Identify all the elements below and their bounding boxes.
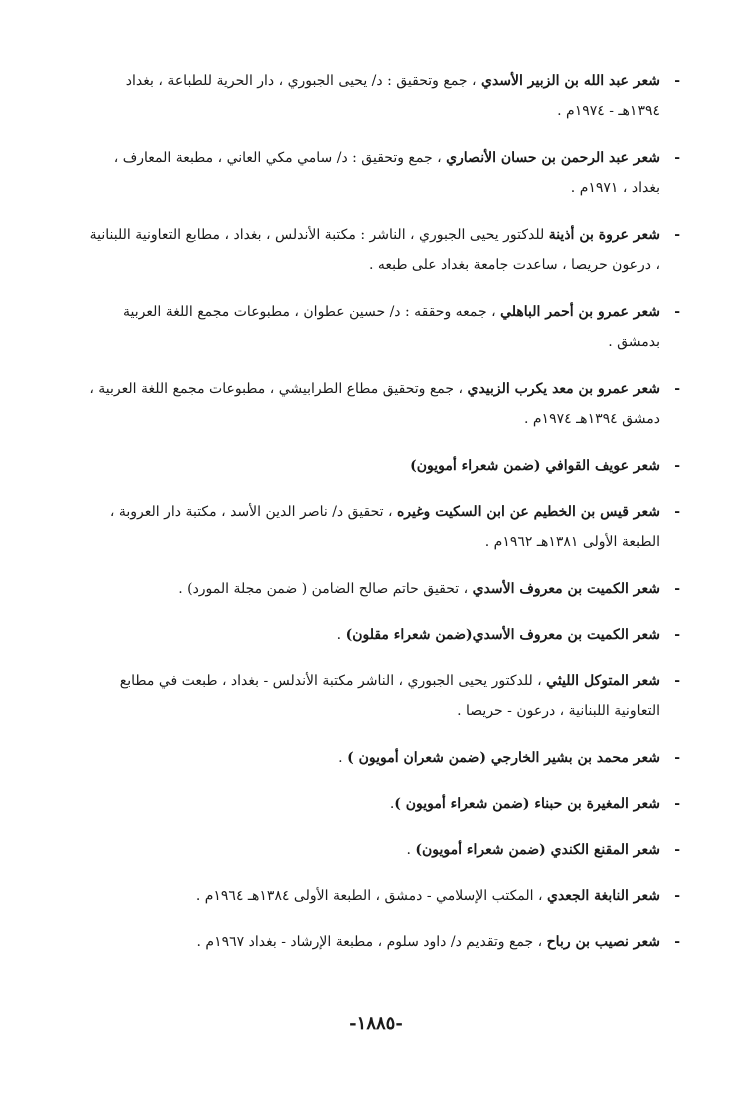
entry-title: شعر المغيرة بن حبناء (ضمن شعراء أمويون ) (394, 796, 660, 812)
entry-dash: - (674, 888, 680, 904)
entry-details: . (338, 750, 348, 766)
entry-title: شعر عمرو بن معد يكرب الزبيدي (467, 381, 660, 397)
entry-dash: - (674, 750, 680, 766)
bibliography-entry-13 (87, 835, 680, 865)
bibliography-entry-10 (87, 666, 680, 726)
bibliography-entry-11 (87, 743, 680, 773)
bibliography-list (87, 66, 680, 973)
bibliography-entry-14 (87, 881, 680, 911)
entry-title: شعر المقنع الكندي (ضمن شعراء أمويون) (415, 842, 660, 858)
bibliography-entry-9 (87, 620, 680, 650)
entry-dash: - (674, 504, 680, 520)
entry-details: . (406, 842, 416, 858)
entry-dash: - (674, 627, 680, 643)
bibliography-entry-7 (87, 497, 680, 557)
entry-details: ، للدكتور يحيى الجبوري ، الناشر مكتبة الأندلس - بغداد ، طبعت في مطابع التعاونية اللبنانية ، درعون - حريصا . (119, 673, 660, 719)
entry-details: ، جمع وتحقيق : د/ سامي مكي العاني ، مطبعة المعارف ، بغداد ، ١٩٧١م . (113, 150, 660, 196)
entry-details: للدكتور يحيى الجبوري ، الناشر : مكتبة الأندلس ، بغداد ، مطابع التعاونية اللبنانية ، درعون حريصا ، ساعدت جامعة بغداد على طبعه . (89, 227, 660, 273)
entry-title: شعر المتوكل الليثي (546, 673, 660, 689)
entry-title: شعر الكميت بن معروف الأسدي(ضمن شعراء مقلون) (345, 627, 660, 643)
bibliography-entry-6 (87, 451, 680, 481)
bibliography-entry-2 (87, 143, 680, 203)
entry-title: شعر قيس بن الخطيم عن ابن السكيت وغيره (396, 504, 660, 520)
entry-title: شعر عمرو بن أحمر الباهلي (500, 304, 660, 320)
entry-title: شعر النابغة الجعدي (546, 888, 660, 904)
entry-details: . (336, 627, 346, 643)
bibliography-entry-8 (87, 574, 680, 604)
page-number: -١٨٨٥- (349, 1013, 403, 1034)
entry-dash: - (674, 842, 680, 858)
entry-dash: - (674, 150, 680, 166)
bibliography-entry-3 (87, 220, 680, 280)
entry-dash: - (674, 73, 680, 89)
entry-title: شعر محمد بن بشير الخارجي (ضمن شعران أمويون ) (347, 750, 660, 766)
entry-dash: - (674, 227, 680, 243)
entry-title: شعر عروة بن أذينة (548, 227, 660, 243)
entry-details: ، تحقيق حاتم صالح الضامن ( ضمن مجلة المورد) . (178, 581, 473, 597)
entry-title: شعر نصيب بن رباح (546, 934, 660, 950)
bibliography-entry-12 (87, 789, 680, 819)
entry-details: ، جمع وتحقيق مطاع الطرابيشي ، مطبوعات مجمع اللغة العربية ، دمشق ١٣٩٤هـ ١٩٧٤م . (89, 381, 660, 427)
entry-details: . (389, 796, 395, 812)
bibliography-entry-4 (87, 297, 680, 357)
bibliography-entry-1 (87, 66, 680, 126)
entry-title: شعر الكميت بن معروف الأسدي (472, 581, 660, 597)
entry-details: ، تحقيق د/ ناصر الدين الأسد ، مكتبة دار العروبة ، الطبعة الأولى ١٣٨١هـ ١٩٦٢م . (109, 504, 660, 550)
entry-details: ، المكتب الإسلامي - دمشق ، الطبعة الأولى ١٣٨٤هـ ١٩٦٤م . (195, 888, 547, 904)
entry-dash: - (674, 581, 680, 597)
bibliography-entry-5 (87, 374, 680, 434)
bibliography-entry-15 (87, 927, 680, 957)
entry-dash: - (674, 304, 680, 320)
entry-dash: - (674, 381, 680, 397)
entry-dash: - (674, 673, 680, 689)
entry-details: ، جمعه وحققه : د/ حسين عطوان ، مطبوعات مجمع اللغة العربية بدمشق . (123, 304, 660, 350)
entry-dash: - (674, 796, 680, 812)
entry-dash: - (674, 458, 680, 474)
entry-details: ، جمع وتحقيق : د/ يحيى الجبوري ، دار الحرية للطباعة ، بغداد ١٣٩٤هـ - ١٩٧٤م . (125, 73, 660, 119)
entry-title: شعر عبد الرحمن بن حسان الأنصاري (446, 150, 660, 166)
entry-dash: - (674, 934, 680, 950)
entry-title: شعر عويف القوافي (ضمن شعراء أمويون) (410, 458, 660, 474)
entry-details: ، جمع وتقديم د/ داود سلوم ، مطبعة الإرشاد - بغداد ١٩٦٧م . (196, 934, 547, 950)
entry-title: شعر عبد الله بن الزبير الأسدي (481, 73, 660, 89)
